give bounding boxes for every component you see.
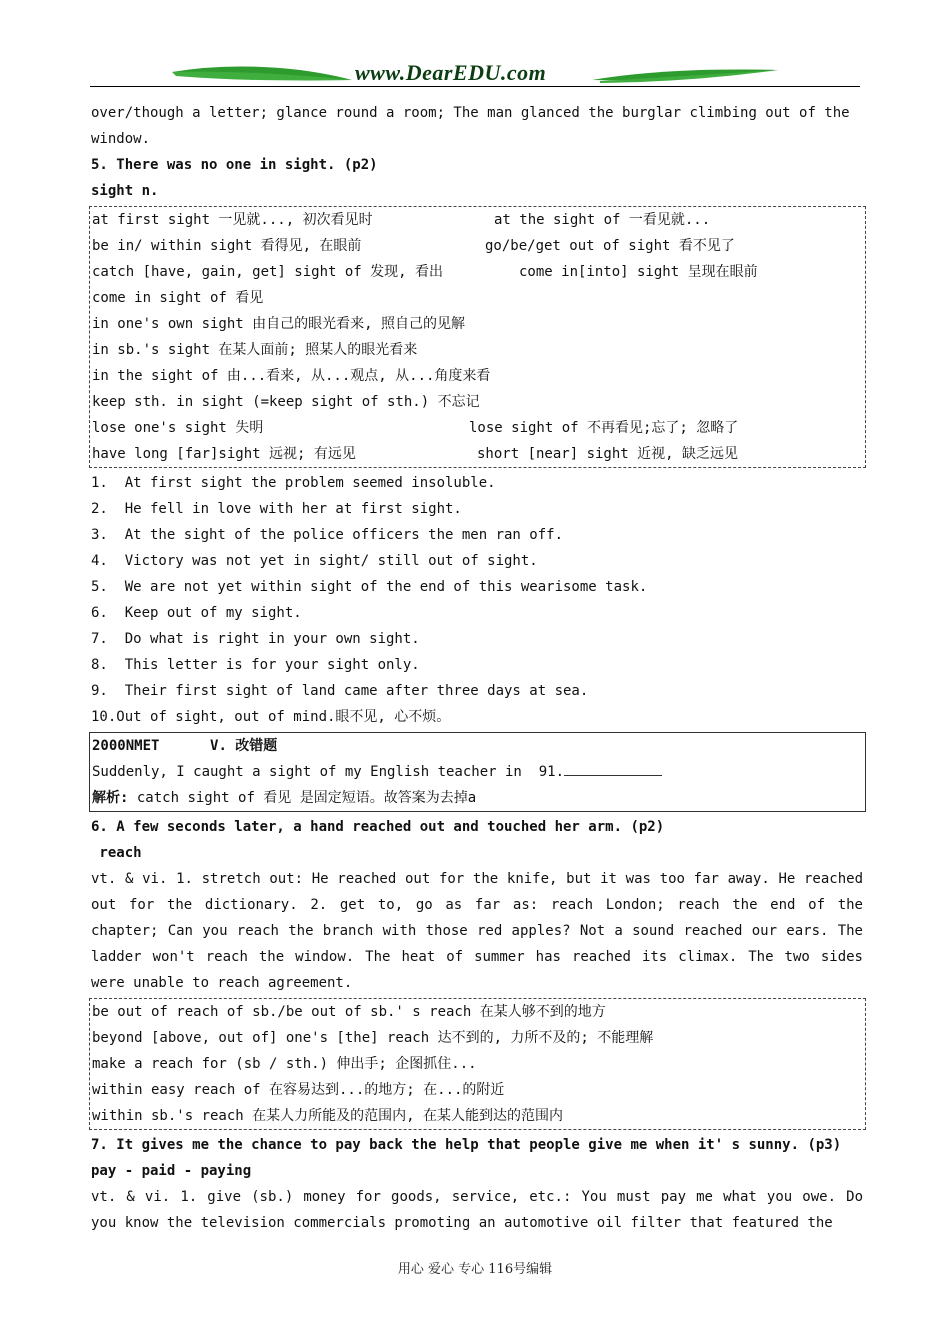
- page-header: [0, 0, 950, 90]
- phrase: go/be/get out of sight 看不见了: [485, 238, 735, 254]
- example-sentence: 9. Their first sight of land came after three days at sea.: [91, 683, 589, 699]
- word-heading: pay - paid - paying: [91, 1163, 252, 1179]
- phrase: within easy reach of 在容易达到...的地方; 在...的附近: [92, 1082, 505, 1098]
- phrase: lose one's sight 失明: [92, 420, 264, 436]
- question-text: Suddenly, I caught a sight of my English teacher in 91.: [92, 764, 565, 780]
- text-line: over/though a letter; glance round a room; The man glanced the burglar climbing out of the: [91, 105, 850, 121]
- example-sentence: 8. This letter is for your sight only.: [91, 657, 420, 673]
- reach-phrases-box: [89, 998, 866, 1130]
- site-logo-text[interactable]: www.DearEDU.com: [355, 60, 547, 85]
- phrase: come in[into] sight 呈现在眼前: [519, 264, 758, 280]
- phrase: be in/ within sight 看得见, 在眼前: [92, 238, 362, 254]
- answer-blank: [564, 761, 662, 776]
- phrase: at the sight of 一看见就...: [494, 212, 711, 228]
- exam-year: 2000NMET: [92, 738, 160, 754]
- header-rule: [90, 86, 860, 87]
- phrase: lose sight of 不再看见;忘了; 忽略了: [469, 420, 739, 436]
- example-sentence: 6. Keep out of my sight.: [91, 605, 302, 621]
- answer-text: catch sight of 看见 是固定短语。故答案为去掉a: [128, 790, 477, 806]
- example-sentence: 4. Victory was not yet in sight/ still out of sight.: [91, 553, 538, 569]
- document-body: [91, 100, 863, 1236]
- example-sentence: 3. At the sight of the police officers the men ran off.: [91, 527, 564, 543]
- phrase-row: [92, 363, 865, 389]
- phrase: in the sight of 由...看来, 从...观点, 从...角度来看: [92, 368, 491, 384]
- phrase: at first sight 一见就..., 初次看见时: [92, 212, 373, 228]
- phrase: short [near] sight 近视, 缺乏远见: [477, 446, 739, 462]
- phrase-row: [92, 259, 865, 285]
- word-heading: reach: [91, 845, 142, 861]
- text-line: window.: [91, 131, 151, 147]
- page-footer: 用心 爱心 专心 116号编辑: [397, 1262, 553, 1277]
- example-sentence: 7. Do what is right in your own sight.: [91, 631, 420, 647]
- phrase: make a reach for (sb / sth.) 伸出手; 企图抓住...: [92, 1056, 477, 1072]
- sight-phrases-box: [89, 206, 866, 468]
- phrase-row: [92, 207, 865, 233]
- word-heading: sight n.: [91, 183, 159, 199]
- phrase: come in sight of 看见: [92, 290, 264, 306]
- phrase-row: [92, 311, 865, 337]
- section-heading: 5. There was no one in sight. (p2): [91, 157, 378, 173]
- section-heading: 6. A few seconds later, a hand reached out and touched her arm. (p2): [91, 819, 665, 835]
- example-sentence: 5. We are not yet within sight of the end of this wearisome task.: [91, 579, 648, 595]
- definition-paragraph: vt. & vi. 1. stretch out: He reached out for the knife, but it was too far away. He reached out for the dictionary. 2. get to, go as far as: reach London; reach the end of the chapter; Can you reach the branch with those red apples? Not a sound reached our ears. The ladder won't reach the window. The heat of summer has reached its climax. The two sides were unable to reach agreement.: [91, 871, 863, 991]
- exam-question-box: [89, 732, 866, 812]
- definition-paragraph: vt. & vi. 1. give (sb.) money for goods, service, etc.: You must pay me what you owe. Do you know the television commercials promoting an automotive oil filter that featured the: [91, 1189, 863, 1231]
- phrase-row: [92, 285, 865, 311]
- example-sentence: 2. He fell in love with her at first sight.: [91, 501, 462, 517]
- example-sentence: 10.Out of sight, out of mind.眼不见, 心不烦。: [91, 709, 451, 725]
- example-sentence: 1. At first sight the problem seemed insoluble.: [91, 475, 496, 491]
- phrase: in one's own sight 由自己的眼光看来, 照自己的见解: [92, 316, 466, 332]
- phrase: beyond [above, out of] one's [the] reach 达不到的, 力所不及的; 不能理解: [92, 1030, 654, 1046]
- phrase: be out of reach of sb./be out of sb.' s reach 在某人够不到的地方: [92, 1004, 606, 1020]
- phrase: catch [have, gain, get] sight of 发现, 看出: [92, 264, 444, 280]
- phrase-row: [92, 337, 865, 363]
- phrase: have long [far]sight 远视; 有远见: [92, 446, 356, 462]
- phrase-row: [92, 441, 865, 467]
- phrase-row: [92, 389, 865, 415]
- answer-label: 解析:: [92, 790, 129, 806]
- phrase: within sb.'s reach 在某人力所能及的范围内, 在某人能到达的范围内: [92, 1108, 564, 1124]
- exam-question: [92, 759, 865, 785]
- exam-answer: [92, 785, 865, 811]
- phrase-row: [92, 415, 865, 441]
- phrase: in sb.'s sight 在某人面前; 照某人的眼光看来: [92, 342, 418, 358]
- exam-title: [92, 733, 865, 759]
- exam-section: V. 改错题: [210, 738, 278, 754]
- section-heading: 7. It gives me the chance to pay back the help that people give me when it' s sunny. (p3): [91, 1137, 842, 1153]
- phrase-row: [92, 233, 865, 259]
- phrase: keep sth. in sight (=keep sight of sth.) 不忘记: [92, 394, 480, 410]
